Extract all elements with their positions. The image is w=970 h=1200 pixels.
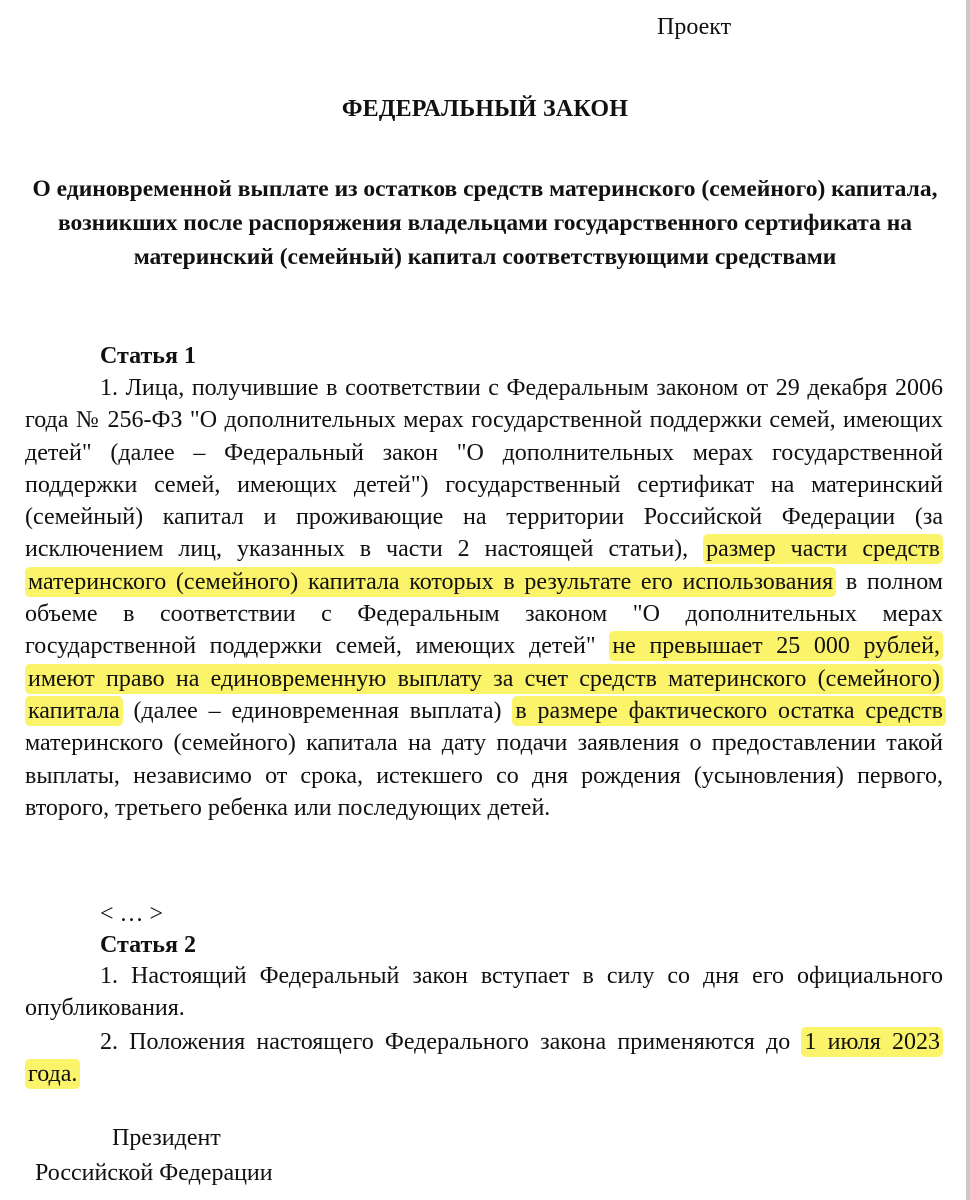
text-segment: в полном объеме в соответствии с Федеральным законом "О дополнительных мерах государственной поддержки семей, имеющих детей" xyxy=(25,568,943,660)
text-segment: материнского (семейного) капитала на дату подачи заявления о предоставлении такой выплаты, независимо от срока, истекшего со дня рождения (усыновления) первого, второго, третьего ребенка или последующих детей. xyxy=(25,730,943,821)
signature-country: Российской Федерации xyxy=(35,1160,273,1186)
signature-title: Президент xyxy=(112,1125,221,1151)
article-2-paragraph-1: 1. Настоящий Федеральный закон вступает в силу со дня его официального опубликования. xyxy=(25,963,943,1022)
article-2-paragraph-2 xyxy=(25,1026,943,1091)
text-segment: (далее – единовременная выплата) xyxy=(133,697,502,724)
highlighted-text: не превышает 25 000 рублей, имеют право на единовременную выплату за счет средств материнского (семейного) капитала xyxy=(25,631,943,726)
omission-marker: < … > xyxy=(100,901,164,927)
text-segment: 1. Лица, получившие в соответствии с Федеральным законом от 29 декабря 2006 года № 256-ФЗ "О дополнительных мерах государственной поддержки семей, имеющих детей" (далее – Федеральный закон "О дополнительных мерах государственной поддержки семей, имеющих детей") государственный сертификат на материнский (семейный) капитал и проживающие на территории Российской Федерации (за исключением лиц, указанных в части 2 настоящей статьи), xyxy=(25,375,943,563)
page-edge xyxy=(966,0,970,1200)
article-2-heading: Статья 2 xyxy=(100,932,196,958)
article-1-paragraph-1 xyxy=(25,372,943,824)
draft-label: Проект xyxy=(657,14,732,40)
document-title: ФЕДЕРАЛЬНЫЙ ЗАКОН xyxy=(341,96,629,122)
text-segment: 2. Положения настоящего Федерального закона применяются до xyxy=(100,1029,791,1055)
highlighted-text: в размере фактического остатка средств xyxy=(512,696,946,726)
highlighted-date: 1 июля 2023 года. xyxy=(25,1027,943,1089)
article-1-heading: Статья 1 xyxy=(100,343,196,369)
law-name: О единовременной выплате из остатков средств материнского (семейного) капитала, возникших после распоряжения владельцами государственного сертификата на материнский (семейный) капитал соответствующими средствами xyxy=(32,176,938,270)
highlighted-text: размер части средств материнского (семейного) капитала которых в результате его использования xyxy=(25,534,943,596)
